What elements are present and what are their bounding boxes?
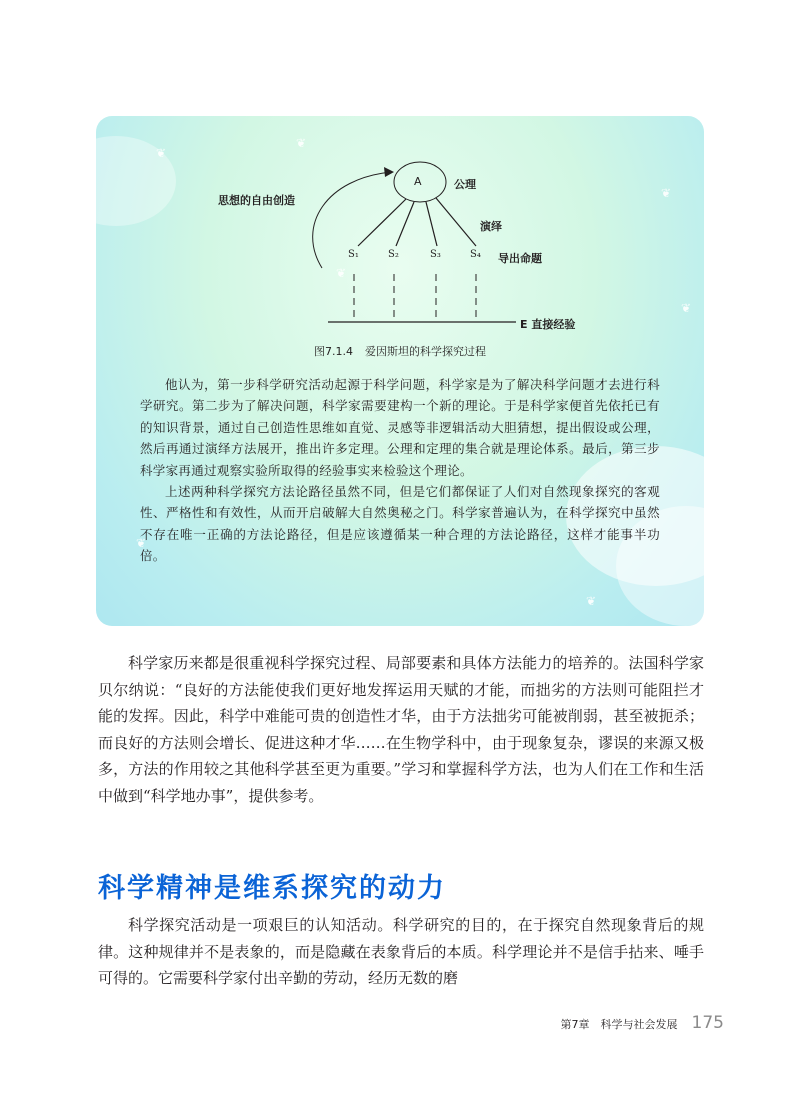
butterfly-icon: ❦ — [156, 146, 167, 160]
deduction-line — [396, 202, 414, 246]
reading-panel — [96, 116, 704, 626]
panel-paragraph: 上述两种科学探究方法论路径虽然不同，但是它们都保证了人们对自然现象探究的客观性、严格性和有效性，从而开启破解大自然奥秘之门。科学家普遍认为，在科学探究中虽然不存在唯一正确的方法论路径，但是应该遵循某一种合理的方法论路径，这样才能事半功倍。 — [140, 484, 660, 564]
page-footer — [561, 1013, 724, 1033]
s4-label: S₄ — [470, 249, 481, 260]
panel-paragraph: 他认为，第一步科学研究活动起源于科学问题，科学家是为了解决科学问题才去进行科学研究。第二步为了解决问题，科学家需要建构一个新的理论。于是科学家便首先依托已有的知识背景，通过自己创造性思维如直觉、灵感等非逻辑活动大胆猜想，提出假设或公理，然后再通过演绎方法展开，推出许多定理。公理和定理的集合就是理论体系。最后，第三步科学家再通过观察实验所取得的经验事实来检验这个理论。 — [140, 377, 660, 478]
panel-text — [140, 374, 660, 567]
experience-label: E 直接经验 — [520, 318, 576, 331]
figure-title: 爱因斯坦的科学探究过程 — [365, 345, 486, 358]
section-heading: 科学精神是维系探究的动力 — [98, 873, 446, 904]
arrow-head — [384, 167, 394, 177]
deduction-line — [436, 198, 476, 246]
paragraph: 科学家历来都是很重视科学探究过程、局部要素和具体方法能力的培养的。法国科学家贝尔纳说：“良好的方法能使我们更好地发挥运用天赋的才能，而拙劣的方法则可能阻拦才能的发挥。因此，科学中难能可贵的创造性才华，由于方法拙劣可能被削弱，甚至被扼杀；而良好的方法则会增长、促进这种才华……在生物学科中，由于现象复杂，谬误的来源又极多，方法的作用较之其他科学甚至更为重要。”学习和掌握科学方法，也为人们在工作和生活中做到“科学地办事”，提供参考。 — [98, 654, 704, 805]
s1-label: S₁ — [348, 249, 359, 260]
axiom-label: 公理 — [454, 178, 476, 191]
page-number: 175 — [691, 1013, 724, 1033]
chapter-title: 第7章 科学与社会发展 — [560, 1018, 678, 1031]
butterfly-icon: ❦ — [586, 594, 597, 608]
s3-label: S₃ — [430, 249, 441, 260]
butterfly-icon: ❦ — [296, 136, 307, 150]
free-creation-label: 思想的自由创造 — [218, 194, 295, 207]
butterfly-icon: ❦ — [136, 536, 147, 550]
node-label: A — [414, 175, 422, 188]
einstein-diagram — [96, 116, 704, 346]
butterfly-icon: ❦ — [681, 301, 692, 315]
s2-label: S₂ — [388, 249, 399, 260]
derived-label: 导出命题 — [498, 252, 542, 265]
figure-number: 图7.1.4 — [314, 345, 353, 358]
deduction-label: 演绎 — [480, 220, 502, 233]
body-paragraph-1 — [98, 650, 704, 810]
body-paragraph-2 — [98, 912, 704, 992]
figure-caption — [96, 343, 704, 359]
paragraph: 科学探究活动是一项艰巨的认知活动。科学研究的目的，在于探究自然现象背后的规律。这种规律并不是表象的，而是隐藏在表象背后的本质。科学理论并不是信手拈来、唾手可得的。它需要科学家付出辛勤的劳动，经历无数的磨 — [98, 916, 704, 988]
butterfly-icon: ❦ — [661, 186, 672, 200]
butterfly-icon: ❦ — [336, 266, 347, 280]
deduction-line — [426, 202, 437, 246]
